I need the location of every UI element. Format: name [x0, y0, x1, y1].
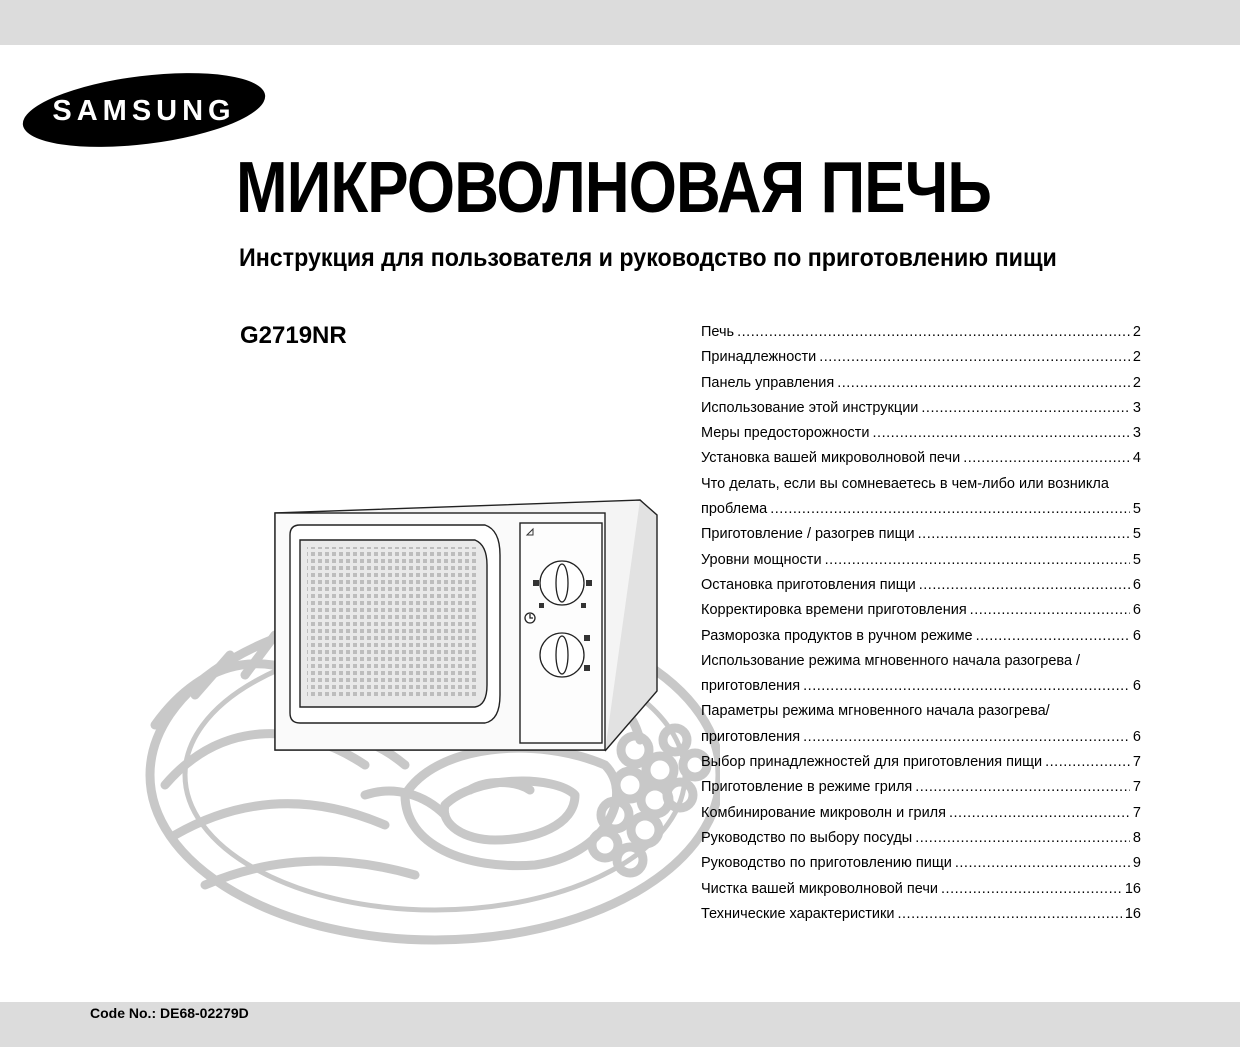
- toc-leader: [941, 877, 1122, 902]
- toc-leader: [918, 522, 1130, 547]
- toc-title: Технические характеристики: [701, 905, 895, 922]
- toc-page: 4: [1132, 450, 1141, 467]
- toc-page: 5: [1132, 501, 1141, 518]
- toc-entry-line2[interactable]: [701, 725, 1141, 750]
- toc-entry[interactable]: [701, 750, 1141, 775]
- toc-page: 6: [1132, 728, 1141, 745]
- toc-title: Панель управления: [701, 374, 835, 391]
- toc-page: 3: [1132, 399, 1141, 416]
- toc-page: 7: [1132, 779, 1141, 796]
- toc-entry[interactable]: [701, 851, 1141, 876]
- toc-entry[interactable]: [701, 421, 1141, 446]
- toc-title: Меры предосторожности: [701, 425, 870, 442]
- toc-entry[interactable]: [701, 320, 1141, 345]
- toc-title: Приготовление в режиме гриля: [701, 779, 913, 796]
- toc-page: 7: [1132, 804, 1141, 821]
- toc-page: 5: [1132, 551, 1141, 568]
- toc-page: 8: [1132, 829, 1141, 846]
- toc-entry[interactable]: [701, 573, 1141, 598]
- toc-entry[interactable]: [701, 826, 1141, 851]
- toc-leader: [955, 851, 1130, 876]
- toc-leader: [825, 548, 1130, 573]
- brand-text: SAMSUNG: [52, 95, 236, 127]
- toc-title: Комбинирование микроволн и гриля: [701, 804, 946, 821]
- toc-entry-line2[interactable]: [701, 674, 1141, 699]
- toc-entry[interactable]: [701, 446, 1141, 471]
- toc-entry[interactable]: [701, 396, 1141, 421]
- toc-title-cont: проблема: [701, 501, 768, 518]
- toc-page: 16: [1124, 905, 1141, 922]
- toc-title-cont: приготовления: [701, 728, 801, 745]
- page-title: МИКРОВОЛНОВАЯ ПЕЧЬ: [236, 148, 992, 228]
- top-band: [0, 0, 1240, 45]
- toc-leader: [803, 725, 1130, 750]
- toc-leader: [873, 421, 1130, 446]
- toc-leader: [803, 674, 1130, 699]
- toc-title: Установка вашей микроволновой печи: [701, 450, 961, 467]
- toc-entry[interactable]: [701, 801, 1141, 826]
- toc-entry-line1[interactable]: [701, 472, 1141, 497]
- toc-page: 16: [1124, 880, 1141, 897]
- microwave-illustration: [135, 495, 720, 955]
- toc-title: Использование этой инструкции: [701, 399, 919, 416]
- toc-entry-line2[interactable]: [701, 497, 1141, 522]
- toc-entry[interactable]: [701, 902, 1141, 927]
- toc-entry[interactable]: [701, 522, 1141, 547]
- toc-title: Чистка вашей микроволновой печи: [701, 880, 939, 897]
- samsung-logo: [22, 72, 266, 148]
- toc-leader: [921, 396, 1130, 421]
- toc-page: 6: [1132, 602, 1141, 619]
- toc-page: 6: [1132, 627, 1141, 644]
- toc-title: Параметры режима мгновенного начала разогрева/: [701, 703, 1050, 720]
- toc-entry-line1[interactable]: [701, 699, 1141, 724]
- toc-page: 9: [1132, 855, 1141, 872]
- toc-page: 2: [1132, 349, 1141, 366]
- toc-entry[interactable]: [701, 345, 1141, 370]
- toc-page: 2: [1132, 374, 1141, 391]
- toc-title: Остановка приготовления пищи: [701, 576, 916, 593]
- toc-leader: [819, 345, 1130, 370]
- model-number: G2719NR: [240, 322, 347, 349]
- toc-title: Принадлежности: [701, 349, 817, 366]
- toc-entry[interactable]: [701, 371, 1141, 396]
- toc-entry[interactable]: [701, 775, 1141, 800]
- toc-title: Использование режима мгновенного начала разогрева /: [701, 652, 1081, 669]
- toc-leader: [915, 775, 1130, 800]
- toc-title: Что делать, если вы сомневаетесь в чем-либо или возникла: [701, 475, 1109, 492]
- toc-page: 7: [1132, 754, 1141, 771]
- toc-page: 6: [1132, 678, 1141, 695]
- toc-title: Руководство по приготовлению пищи: [701, 855, 952, 872]
- toc-title: Печь: [701, 324, 735, 340]
- toc-page: 5: [1132, 526, 1141, 543]
- toc-title: Уровни мощности: [701, 551, 822, 568]
- toc-leader: [837, 371, 1130, 396]
- toc-leader: [976, 624, 1130, 649]
- toc-title: Приготовление / разогрев пищи: [701, 526, 915, 543]
- toc-entry[interactable]: [701, 598, 1141, 623]
- toc-leader: [963, 446, 1130, 471]
- toc-leader: [770, 497, 1130, 522]
- toc-entry[interactable]: [701, 877, 1141, 902]
- toc-leader: [915, 826, 1130, 851]
- toc-leader: [919, 573, 1130, 598]
- toc-title: Корректировка времени приготовления: [701, 602, 967, 619]
- page-subtitle: Инструкция для пользователя и руководство по приготовлению пищи: [239, 244, 1057, 272]
- toc-title: Выбор принадлежностей для приготовления пищи: [701, 754, 1043, 771]
- toc-leader: [737, 320, 1130, 345]
- toc-title-cont: приготовления: [701, 678, 801, 695]
- toc-page: 6: [1132, 576, 1141, 593]
- toc-leader: [897, 902, 1121, 927]
- toc-page: 2: [1132, 324, 1141, 340]
- toc-entry-line1[interactable]: [701, 649, 1141, 674]
- toc-leader: [970, 598, 1130, 623]
- toc-page: 3: [1132, 425, 1141, 442]
- code-number: Code No.: DE68-02279D: [90, 1005, 249, 1021]
- toc-title: Разморозка продуктов в ручном режиме: [701, 627, 973, 644]
- toc-entry[interactable]: [701, 624, 1141, 649]
- toc-title: Руководство по выбору посуды: [701, 829, 913, 846]
- table-of-contents: [701, 320, 1141, 927]
- toc-leader: [1045, 750, 1130, 775]
- toc-entry[interactable]: [701, 548, 1141, 573]
- toc-leader: [949, 801, 1130, 826]
